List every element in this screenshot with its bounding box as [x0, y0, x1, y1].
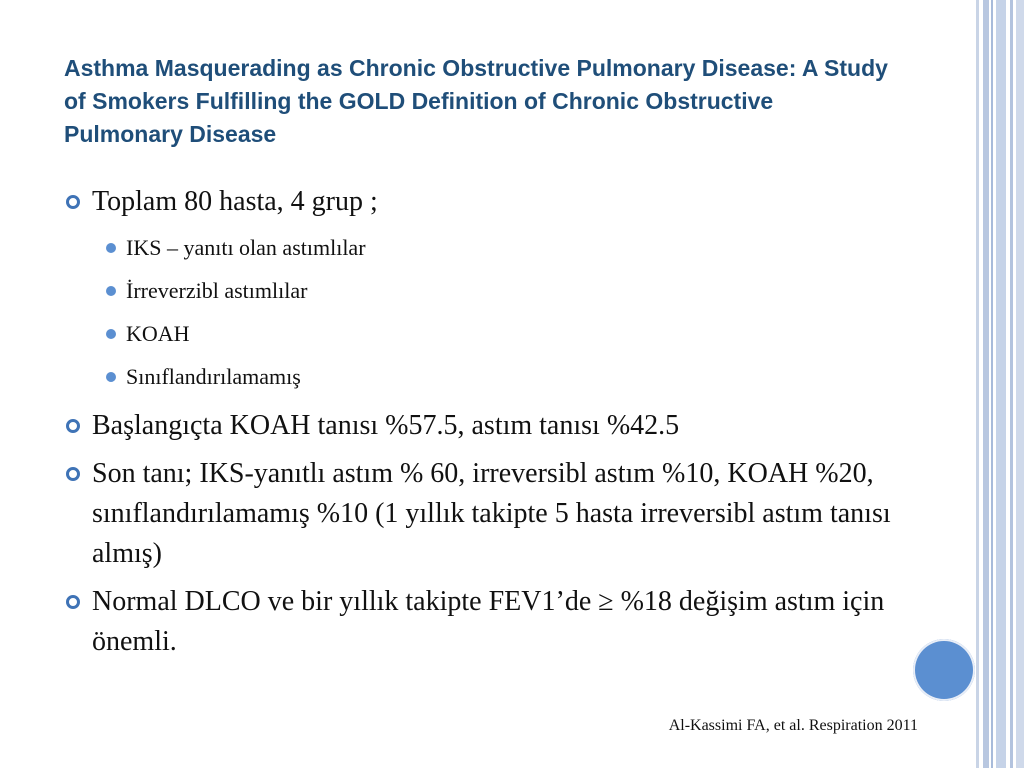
sub-bullet-text: KOAH	[126, 321, 190, 346]
bullet-list	[64, 182, 894, 670]
decor-stripe	[996, 0, 1006, 768]
bullet-item	[64, 582, 894, 662]
dot-bullet-icon	[106, 286, 116, 296]
decor-stripe	[976, 0, 979, 768]
citation: Al-Kassimi FA, et al. Respiration 2011	[668, 717, 918, 734]
sub-bullet-text: İrreverzibl astımlılar	[126, 278, 308, 303]
decor-stripe	[1010, 0, 1013, 768]
dot-bullet-icon	[106, 329, 116, 339]
sub-bullet-item	[106, 312, 894, 355]
decor-stripe	[1016, 0, 1024, 768]
bullet-text: Normal DLCO ve bir yıllık takipte FEV1’de ≥ %18 değişim astım için önemli.	[92, 586, 885, 657]
ring-bullet-icon	[66, 419, 80, 433]
decor-stripe	[991, 0, 993, 768]
slide-title: Asthma Masquerading as Chronic Obstructive Pulmonary Disease: A Study of Smokers Fulfilling the GOLD Definition of Chronic Obstructive Pulmonary Disease	[64, 55, 888, 147]
bullet-item	[64, 454, 894, 574]
dot-bullet-icon	[106, 372, 116, 382]
bullet-item	[64, 406, 894, 446]
bullet-item	[64, 182, 894, 398]
sub-bullet-text: IKS – yanıtı olan astımlılar	[126, 235, 366, 260]
bullet-text: Başlangıçta KOAH tanısı %57.5, astım tanısı %42.5	[92, 410, 680, 441]
ring-bullet-icon	[66, 595, 80, 609]
ring-bullet-icon	[66, 195, 80, 209]
sub-bullet-list	[92, 226, 894, 398]
bullet-text: Toplam 80 hasta, 4 grup ;	[92, 186, 378, 217]
sub-bullet-item	[106, 269, 894, 312]
blue-circle-decoration	[913, 639, 975, 701]
bullet-text: Son tanı; IKS-yanıtlı astım % 60, irreversibl astım %10, KOAH %20, sınıflandırılamamış %10 (1 yıllık takipte 5 hasta irreversibl astım tanısı almış)	[92, 458, 891, 569]
sub-bullet-item	[106, 226, 894, 269]
sub-bullet-item	[106, 355, 894, 398]
decor-stripe	[983, 0, 989, 768]
ring-bullet-icon	[66, 467, 80, 481]
dot-bullet-icon	[106, 243, 116, 253]
sub-bullet-text: Sınıflandırılamamış	[126, 364, 301, 389]
